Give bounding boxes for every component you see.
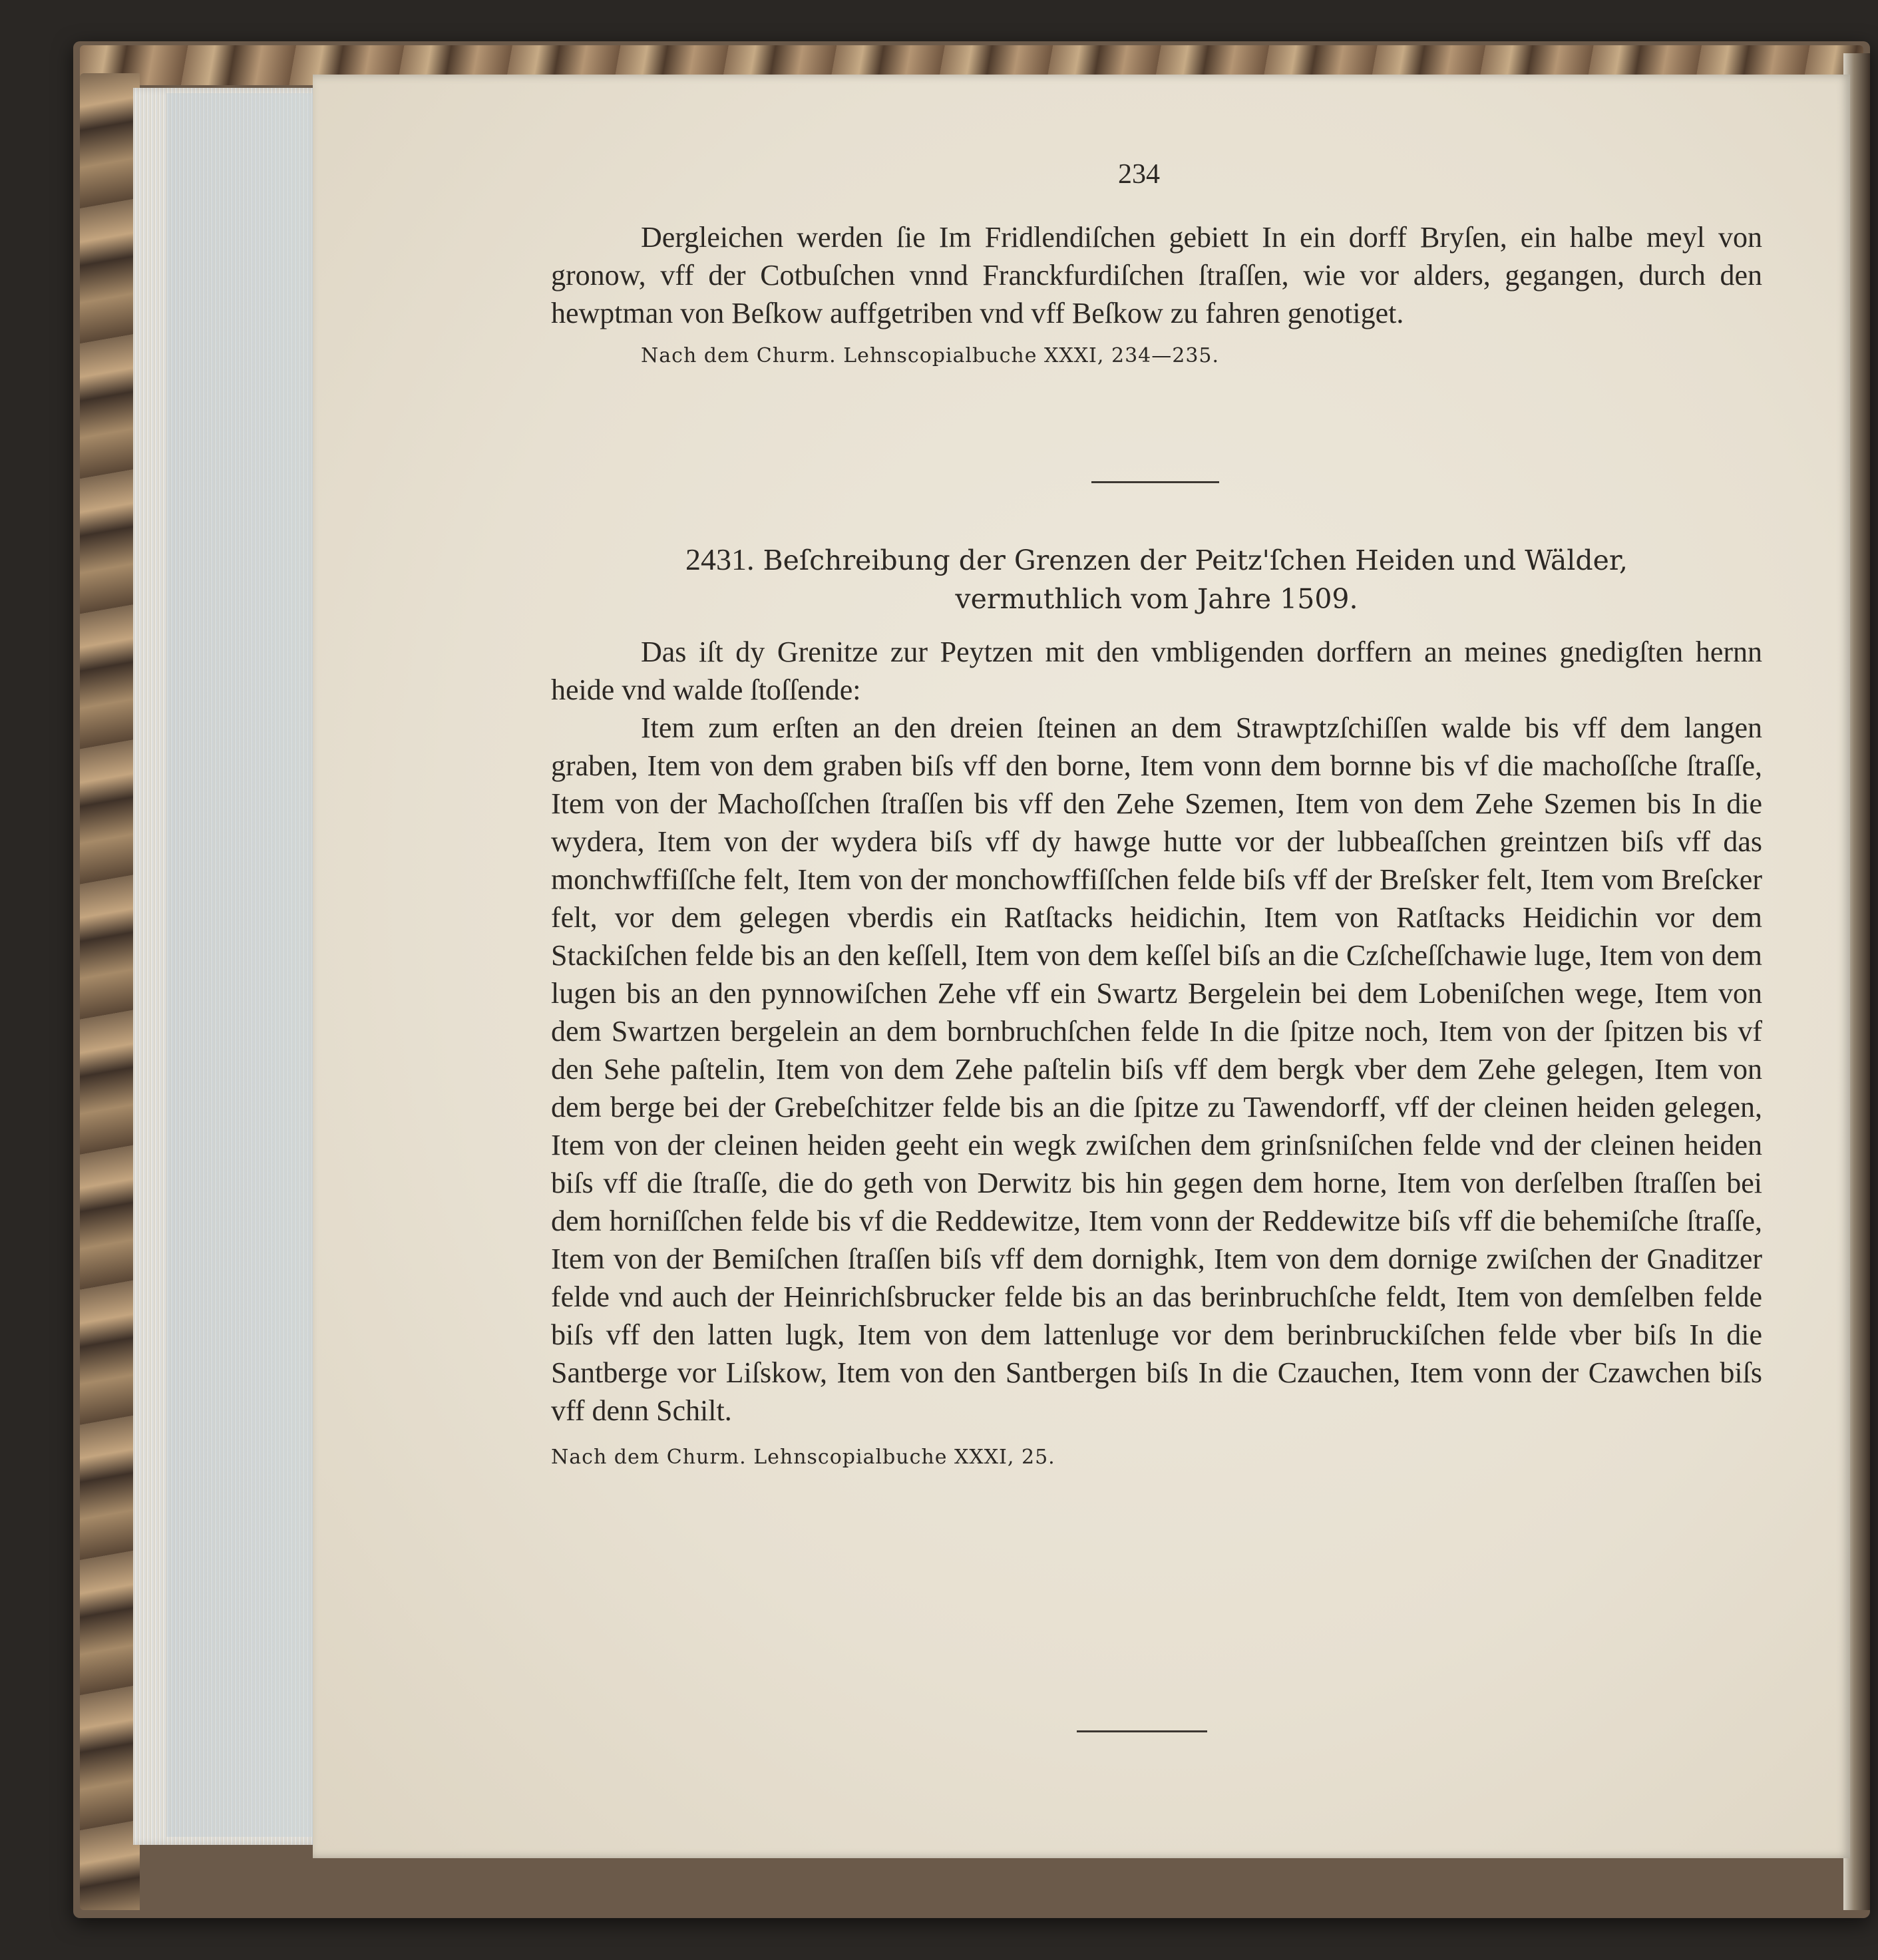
entry-intro: Das iſt dy Grenitze zur Peytzen mit den vmbligenden dorffern an meines gnedigſten hernn heide vnd walde ſtoſſende: <box>551 636 1762 706</box>
separator-rule-top <box>1091 481 1219 483</box>
entry-heading-line1 <box>551 540 1762 580</box>
page-number: 234 <box>1118 159 1160 190</box>
entry-top-source: Nach dem Churm. Lehnscopialbuche XXXI, 234—235. <box>641 344 1220 367</box>
marbled-board-left <box>80 73 140 1910</box>
page-edges-tint <box>166 93 313 1837</box>
entry-body: Item zum erſten an den dreien ſteinen an dem Strawptzſchiſſen walde bis vff dem langen graben, Item von dem graben biſs vff den borne, Item vonn dem bornne bis vf die machoſſche ſtraſſe, Item von der Machoſſchen ſtraſſen bis vff den Zehe Szemen, Item von dem Zehe Szemen bis In die wydera, Item von der wydera biſs vff dy hawge hutte vor der lubbeaſſchen greintzen biſs vff das monchwffiſſche felt, Item von der monchowffiſſchen felde biſs vff der Breſsker felt, Item vom Breſcker felt, vor dem gelegen vberdis ein Ratſtacks heidichin, Item von Ratſtacks Heidichin vor dem Stackiſchen felde bis an den keſſell, Item von dem keſſel biſs an die Czſcheſſchawie luge, Item von dem lugen bis an den pynnowiſchen Zehe vff ein Swartz Bergelein bei dem Lobeniſchen wege, Item von dem Swartzen bergelein an dem bornbruchſchen felde In die ſpitze noch, Item von der ſpitzen bis vf den Sehe paſtelin, Item von dem Zehe paſtelin biſs vff dem bergk vber dem Zehe gelegen, Item von dem berge bei der Grebeſchitzer felde bis an die ſpitze zu Tawendorff, vff der cleinen heiden gelegen, Item von der cleinen heiden geeht ein wegk zwiſchen dem grinſsniſchen felde vnd der cleinen heiden biſs vff die ſtraſſe, die do geth von Derwitz bis hin gegen dem horne, Item von derſelben ſtraſſen bei dem horniſſchen felde bis vf die Reddewitze, Item vonn der Reddewitze biſs vff die behemiſche ſtraſſe, Item von der Bemiſchen ſtraſſen biſs vff dem dornighk, Item von dem dornige zwiſchen der Gnaditzer felde vnd auch der Heinrichſsbrucker felde bis an das berinbruchſche feldt, Item von demſelben felde biſs vff den latten lugk, Item von dem lattenluge vor dem berinbruckiſchen felde vber biſs In die Santberge vor Liſskow, Item von den Santbergen biſs In die Czauchen, Item vonn der Czawchen biſs vff denn Schilt. <box>551 711 1762 1427</box>
separator-rule-bottom <box>1077 1730 1207 1732</box>
entry-number: 2431. <box>685 542 755 576</box>
page-content <box>551 153 1762 1469</box>
entry-2431-source: Nach dem Churm. Lehnscopialbuche XXXI, 25. <box>551 1446 1055 1469</box>
entry-title-line1: Beſchreibung der Grenzen der Peitz'ſchen Heiden und Wälder, <box>763 544 1628 576</box>
entry-title-line2: vermuthlich vom Jahre 1509. <box>955 583 1358 615</box>
entry-top-text: Dergleichen werden ſie Im Fridlendiſchen gebiett In ein dorff Bryſen, ein halbe meyl von gronow, vff der Cotbuſchen vnnd Franckfurdiſchen ſtraſſen, wie vor alders, gegangen, durch den hewptman von Beſkow auffgetriben vnd vff Beſkow zu fahren genotiget. <box>551 221 1762 329</box>
